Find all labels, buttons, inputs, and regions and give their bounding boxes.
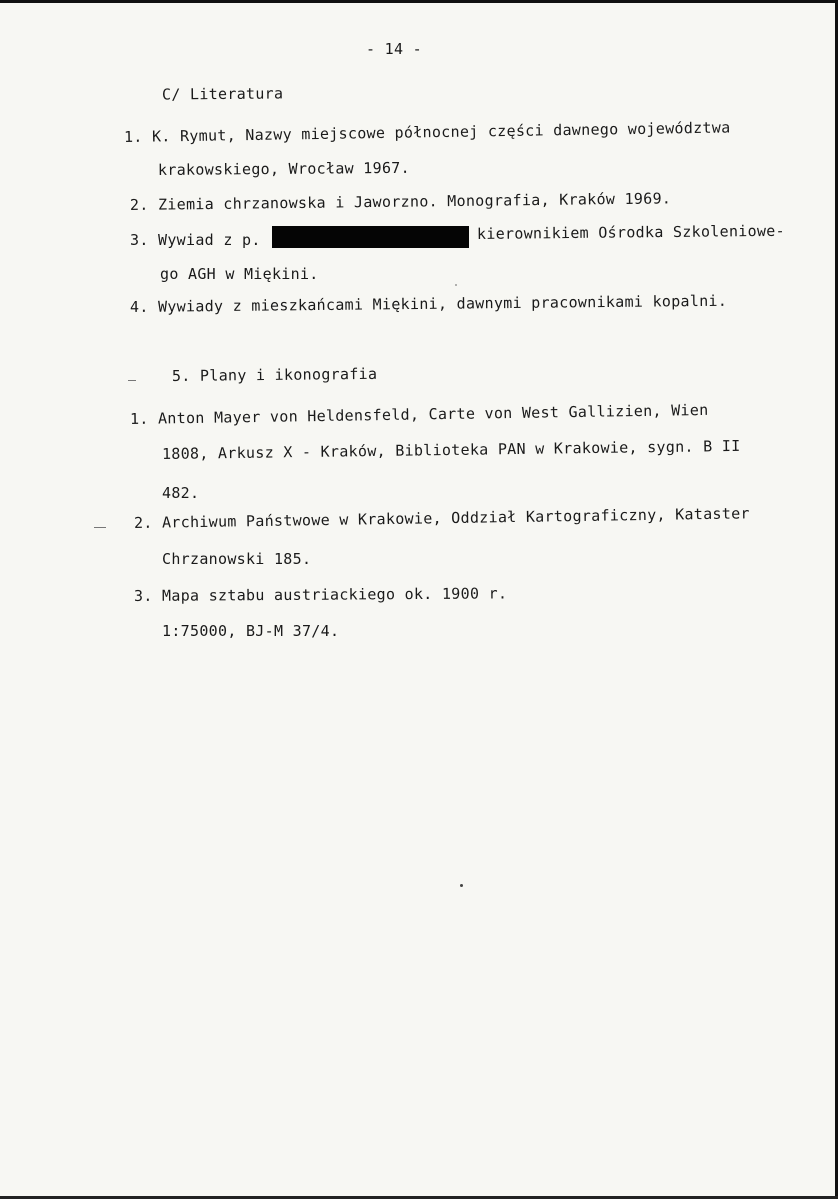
literatura-item-3-continuation: go AGH w Miękini. (160, 265, 319, 283)
literatura-item-4 (130, 292, 727, 316)
plany-item-2-continuation: Chrzanowski 185. (162, 550, 312, 568)
item-text: Archiwum Państwowe w Krakowie, Oddział Kartograficzny, Kataster (161, 504, 750, 532)
section-heading-plany: 5. Plany i ikonografia (171, 364, 378, 385)
plany-item-1-continuation-2: 482. (162, 484, 200, 502)
plany-item-1 (130, 401, 709, 428)
scan-mark (94, 527, 106, 528)
scan-border-top (0, 0, 838, 3)
section-heading-literatura: C/ Literatura (161, 84, 284, 104)
item-text: Wywiady z mieszkańcami Miękini, dawnymi pracownikami kopalni. (157, 291, 728, 316)
item-number: 1. (123, 127, 143, 146)
item-number: 1. (129, 409, 149, 428)
item-text: Mapa sztabu austriackiego ok. 1900 r. (161, 584, 508, 605)
item-text: K. Rymut, Nazwy miejscowe północnej części dawnego województwa (151, 118, 731, 146)
scan-speck (460, 884, 463, 887)
literatura-item-2 (130, 189, 671, 214)
item-number: 3. (133, 586, 153, 605)
literatura-item-1-continuation: krakowskiego, Wrocław 1967. (157, 158, 411, 179)
plany-item-2 (134, 504, 750, 532)
literatura-item-1 (124, 118, 731, 146)
literatura-item-3 (130, 231, 261, 249)
item-text: Anton Mayer von Heldensfeld, Carte von West Gallizien, Wien (157, 400, 709, 428)
plany-item-3-continuation: 1:75000, BJ-M 37/4. (162, 622, 340, 640)
item-text: Ziemia chrzanowska i Jaworzno. Monografia, Kraków 1969. (157, 189, 672, 214)
item-text: Wywiad z p. (158, 231, 261, 249)
item-number: 4. (129, 297, 149, 316)
item-number: 2. (129, 195, 149, 214)
item-number: 3. (130, 231, 149, 249)
literatura-item-3-text-after-redaction: kierownikiem Ośrodka Szkoleniowe- (476, 221, 785, 243)
plany-item-1-continuation-1: 1808, Arkusz X - Kraków, Biblioteka PAN w Krakowie, sygn. B II (161, 436, 741, 463)
scan-mark (128, 380, 136, 381)
plany-item-3 (134, 584, 507, 605)
item-number: 2. (133, 513, 153, 532)
page-number: - 14 - (366, 40, 422, 58)
redacted-name (272, 226, 469, 248)
scan-speck (455, 284, 457, 286)
